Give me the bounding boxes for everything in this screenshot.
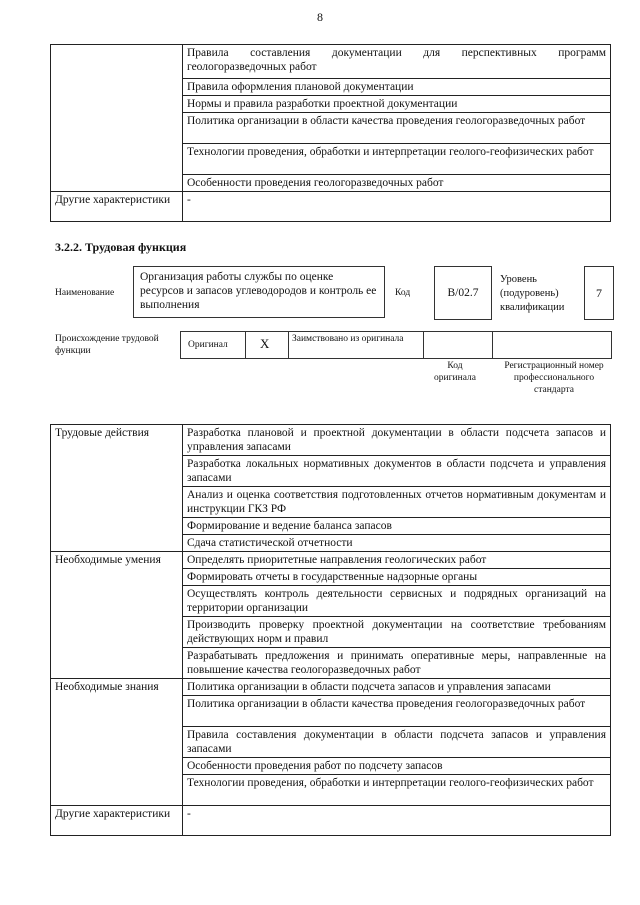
other-characteristics-value: -	[183, 806, 611, 836]
level-value: 7	[596, 286, 602, 300]
skills-label: Необходимые умения	[51, 552, 183, 679]
section-title: 3.2.2. Трудовая функция	[55, 240, 187, 254]
function-name-box	[133, 266, 385, 318]
page-number: 8	[317, 10, 323, 24]
function-code-box	[434, 266, 492, 320]
skill-item: Определять приоритетные направления геологических работ	[183, 552, 611, 569]
code-original-label: Код оригинала	[434, 361, 476, 383]
origin-label: Происхождение трудовой функции	[55, 334, 159, 356]
main-table	[50, 424, 611, 836]
knowledge-item: Политика организации в области качества проведения геологоразведочных работ	[183, 696, 611, 727]
labor-action-item: Сдача статистической отчетности	[183, 535, 611, 552]
other-characteristics-label: Другие характеристики	[51, 806, 183, 836]
labor-action-item: Разработка плановой и проектной документации в области подсчета запасов и управления запасами	[183, 425, 611, 456]
origin-row	[180, 331, 612, 359]
knowledge-item: Особенности проведения работ по подсчету запасов	[183, 758, 611, 775]
knowledge-item: Технологии проведения, обработки и интерпретации геолого-геофизических работ	[183, 775, 611, 806]
function-name: Организация работы службы по оценке ресурсов и запасов углеводородов и контроль ее выполнения	[140, 271, 377, 311]
top-table	[50, 44, 611, 222]
knowledge-label: Необходимые знания	[51, 679, 183, 806]
labor-action-item: Анализ и оценка соответствия подготовленных отчетов нормативным документам и инструкции ГКЗ РФ	[183, 487, 611, 518]
knowledge-item: Нормы и правила разработки проектной документации	[183, 96, 611, 113]
level-label: Уровень (подуровень) квалификации	[500, 274, 565, 313]
knowledge-item: Правила оформления плановой документации	[183, 79, 611, 96]
skill-item: Производить проверку проектной документации на соответствие требованиям действующих норм и правил	[183, 617, 611, 648]
knowledge-item: Правила составления документации в области подсчета запасов и управления запасами	[183, 727, 611, 758]
knowledge-item: Особенности проведения геологоразведочных работ	[183, 175, 611, 192]
code-label: Код	[395, 288, 411, 298]
skill-item: Формировать отчеты в государственные надзорные органы	[183, 569, 611, 586]
skill-item: Разрабатывать предложения и принимать оперативные меры, направленные на повышение качества геологоразведочных работ	[183, 648, 611, 679]
original-mark: X	[260, 336, 270, 351]
skill-item: Осуществлять контроль деятельности сервисных и подрядных организаций на территории организации	[183, 586, 611, 617]
function-code: B/02.7	[447, 287, 479, 299]
level-value-box	[584, 266, 614, 320]
labor-actions-label: Трудовые действия	[51, 425, 183, 552]
other-characteristics-label: Другие характеристики	[51, 192, 183, 222]
original-label: Оригинал	[188, 340, 228, 350]
knowledge-item: Правила составления документации для перспективных программ геологоразведочных работ	[183, 45, 611, 79]
other-characteristics-value: -	[183, 192, 611, 222]
knowledge-item: Политика организации в области подсчета запасов и управления запасами	[183, 679, 611, 696]
top-table-label-cell	[51, 45, 183, 192]
borrowed-label: Заимствовано из оригинала	[292, 334, 404, 344]
labor-action-item: Формирование и ведение баланса запасов	[183, 518, 611, 535]
knowledge-item: Политика организации в области качества проведения геологоразведочных работ	[183, 113, 611, 144]
knowledge-item: Технологии проведения, обработки и интерпретации геолого-геофизических работ	[183, 144, 611, 175]
name-label: Наименование	[55, 288, 115, 298]
reg-number-label: Регистрационный номер профессионального стандарта	[504, 361, 604, 395]
labor-action-item: Разработка локальных нормативных документов в области подсчета и управления запасами	[183, 456, 611, 487]
